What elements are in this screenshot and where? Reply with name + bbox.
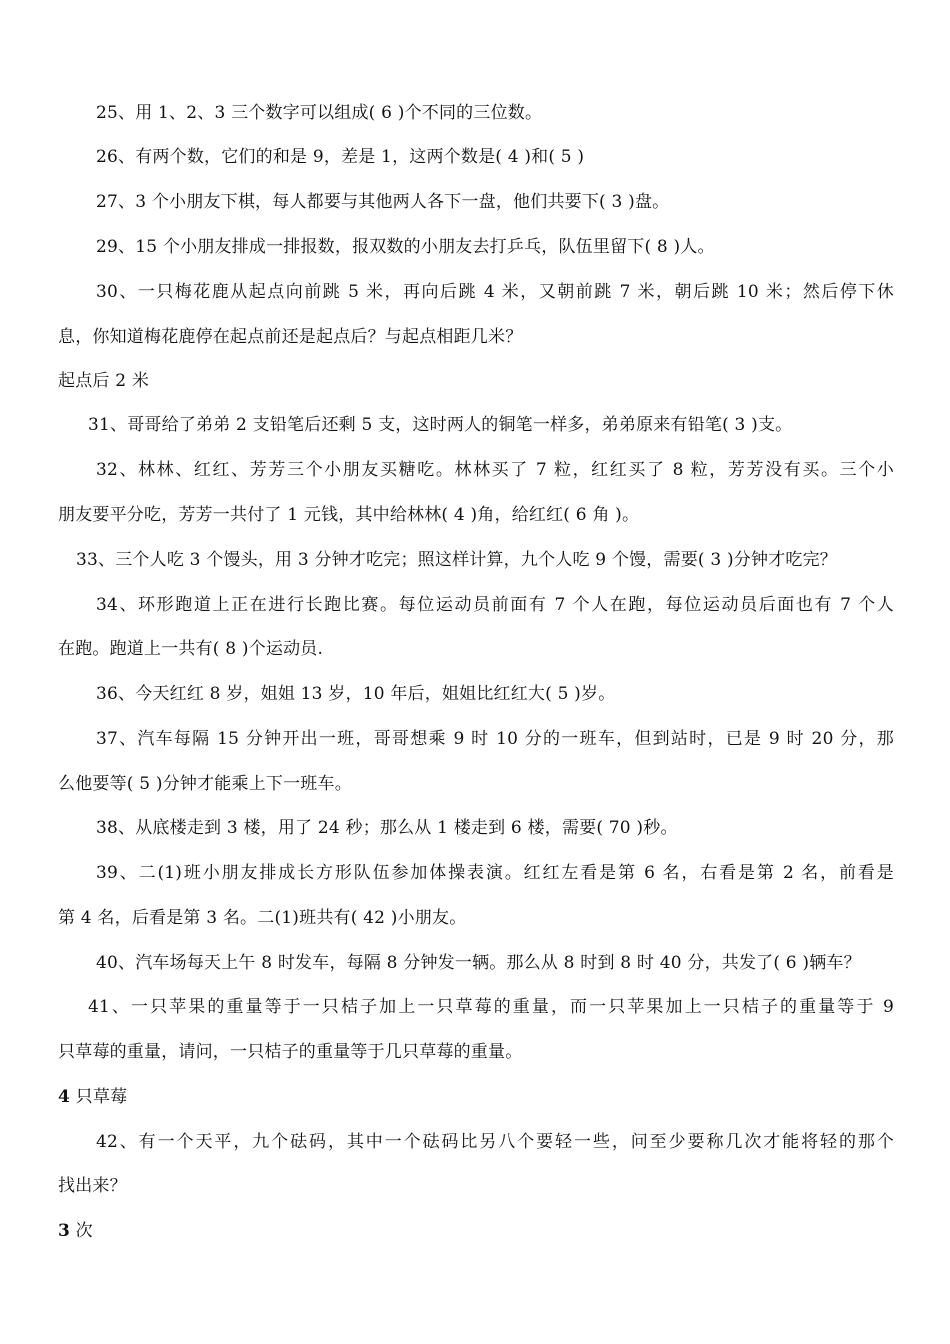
question-34-line-2: 在跑。跑道上一共有( 8 )个运动员. (58, 639, 324, 659)
question-42-line-1: 42、有一个天平，九个砝码，其中一个砝码比另八个要轻一些，问至少要称几次才能将轻的那个 (96, 1132, 894, 1152)
answer-41-unit: 只草莓 (70, 1087, 128, 1107)
answer-42-number: 3 (58, 1221, 71, 1241)
question-39-line-1: 39、二(1)班小朋友排成长方形队伍参加体操表演。红红左看是第 6 名，右看是第 2 名，前看是 (96, 863, 894, 883)
question-40: 40、汽车场每天上午 8 时发车，每隔 8 分钟发一辆。那么从 8 时到 8 时 40 分，共发了( 6 )辆车？ (96, 953, 861, 973)
question-31: 31、哥哥给了弟弟 2 支铅笔后还剩 5 支，这时两人的铜笔一样多，弟弟原来有铅笔( 3 )支。 (88, 415, 793, 435)
question-41-line-2: 只草莓的重量，请问，一只桔子的重量等于几只草莓的重量。 (58, 1042, 523, 1062)
question-33: 33、三个人吃 3 个馒头，用 3 分钟才吃完；照这样计算，九个人吃 9 个馒，需要( 3 )分钟才吃完？ (76, 550, 837, 570)
question-30-line-1: 30、一只梅花鹿从起点向前跳 5 米，再向后跳 4 米，又朝前跳 7 米，朝后跳 10 米；然后停下休 (96, 282, 894, 302)
answer-41 (58, 1085, 894, 1109)
question-30-line-2: 息，你知道梅花鹿停在起点前还是起点后？与起点相距几米？ (58, 327, 523, 347)
question-34-line-1: 34、环形跑道上正在进行长跑比赛。每位运动员前面有 7 个人在跑，每位运动员后面也有 7 个人 (96, 595, 894, 615)
question-25: 25、用 1、2、3 三个数字可以组成( 6 )个不同的三位数。 (96, 103, 543, 123)
question-38: 38、从底楼走到 3 楼，用了 24 秒；那么从 1 楼走到 6 楼，需要( 70 )秒。 (96, 818, 678, 838)
question-27: 27、3 个小朋友下棋，每人都要与其他两人各下一盘，他们共要下( 3 )盘。 (96, 192, 670, 212)
question-32-line-2: 朋友要平分吃，芳芳一共付了 1 元钱，其中给林林( 4 )角，给红红( 6 角 )。 (58, 505, 640, 525)
question-37-line-2: 么他要等( 5 )分钟才能乘上下一班车。 (58, 774, 352, 794)
question-36: 36、今天红红 8 岁，姐姐 13 岁，10 年后，姐姐比红红大( 5 )岁。 (96, 684, 616, 704)
question-42-line-2: 找出来？ (58, 1176, 127, 1196)
question-29: 29、15 个小朋友排成一排报数，报双数的小朋友去打乒乓，队伍里留下( 8 )人。 (96, 237, 715, 257)
question-26: 26、有两个数，它们的和是 9，差是 1，这两个数是( 4 )和( 5 ) (96, 147, 585, 167)
question-32-line-1: 32、林林、红红、芳芳三个小朋友买糖吃。林林买了 7 粒，红红买了 8 粒，芳芳没有买。三个小 (96, 460, 894, 480)
question-39-line-2: 第 4 名，后看是第 3 名。二(1)班共有( 42 )小朋友。 (58, 908, 467, 928)
question-37-line-1: 37、汽车每隔 15 分钟开出一班，哥哥想乘 9 时 10 分的一班车，但到站时，已是 9 时 20 分，那 (96, 729, 894, 749)
question-41-line-1: 41、一只苹果的重量等于一只桔子加上一只草莓的重量，而一只苹果加上一只桔子的重量等于 9 (88, 997, 894, 1017)
answer-41-number: 4 (58, 1087, 71, 1107)
answer-42 (58, 1219, 894, 1243)
answer-30: 起点后 2 米 (58, 371, 150, 391)
answer-42-unit: 次 (70, 1221, 93, 1241)
